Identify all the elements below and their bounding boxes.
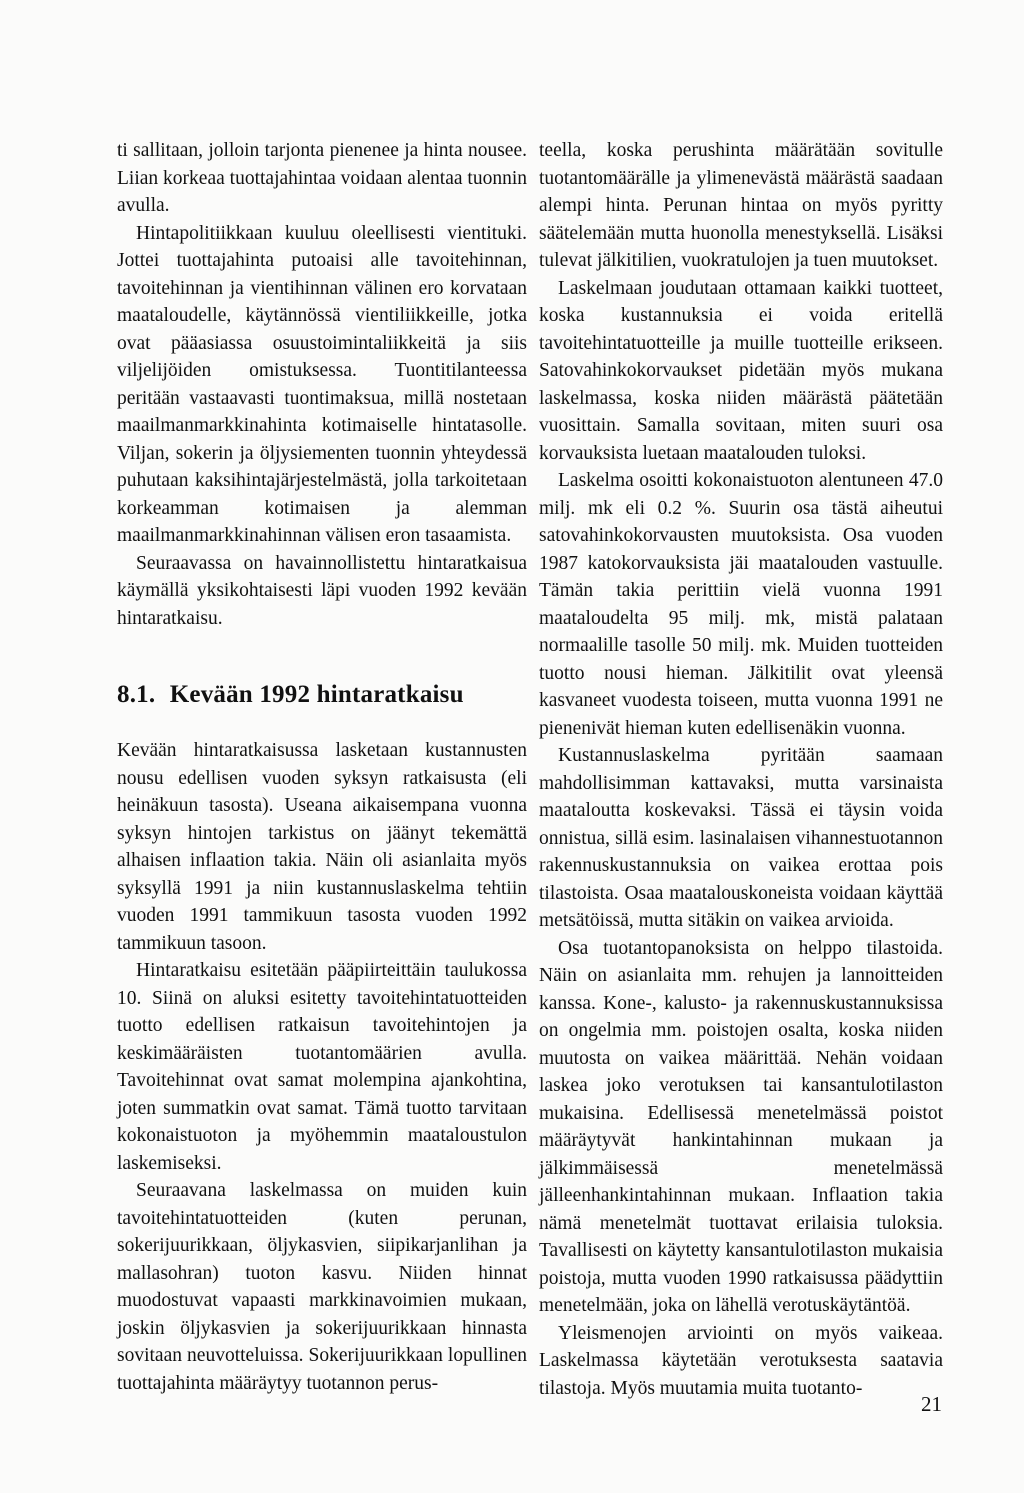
section-heading [117,680,527,710]
section-title: Kevään 1992 hintaratkaisu [169,681,464,708]
paragraph: teella, koska perushinta määrätään sovitulle tuotantomäärälle ja ylimenevästä määrästä saadaan alempi hinta. Perunan hintaa on myös pyritty säätelemään mutta huonolla menestyksellä. Lisäksi tulevat jälkitilien, vuokratulojen ja tuen muutokset. [539,140,943,271]
paragraph: Hintaratkaisu esitetään pääpiirteittäin taulukossa 10. Siinä on aluksi esitetty tavoitehintatuotteiden tuotto edellisen ratkaisun tavoitehintojen ja keskimääräisten tuotantomäärien avulla. Tavoitehinnat ovat samat molempina ajankohtina, joten summatkin ovat samat. Tämä tuotto tarvitaan kokonaistuoton ja myöhemmin maataloustulon laskemiseksi. [117,960,527,1174]
paragraph: Kustannuslaskelma pyritään saamaan mahdollisimman kattavaksi, mutta varsinaista maataloutta koskevaksi. Tässä ei täysin voida onnistua, sillä esim. lasinalaisen vihannestuotannon rakennuskustannuksia on vaikea erottaa pois tilastoista. Osaa maatalouskoneista voidaan käyttää metsätöissä, mutta sitäkin on vaikea arvioida. [539,745,943,931]
section-number: 8.1. [117,681,156,708]
paragraph: Laskelma osoitti kokonaistuoton alentuneen 47.0 milj. mk eli 0.2 %. Suurin osa tästä aiheutui satovahinkokorvausten muutoksista. Osa vuoden 1987 katokorvauksista jäi maatalouden vastuulle. Tämän takia perittiin vielä vuonna 1991 maataloudelta 95 milj. mk, mistä palataan normaalille tasolle 50 milj. mk. Muiden tuotteiden tuotto nousi hieman. Jälkitilit ovat yleensä kasvaneet vuodesta toiseen, mutta vuonna 1991 ne pienenivät hieman kuten edellisenäkin vuonna. [539,470,943,739]
paragraph: Osa tuotantopanoksista on helppo tilastoida. Näin on asianlaita mm. rehujen ja lannoitteiden kanssa. Kone-, kalusto- ja rakennuskustannuksissa on ongelmia mm. poistojen osalta, koska niiden muutosta on vaikea määrittää. Nehän voidaan laskea joko verotuksen tai kansantulotilaston mukaisina. Edellisessä menetelmässä poistot määräytyvät hankintahinnan mukaan ja jälkimmäisessä menetelmässä jälleenhankintahinnan mukaan. Inflaation takia nämä menetelmät tuottavat erilaisia tuloksia. Tavallisesti on käytetty kansantulotilaston mukaisia poistoja, mutta vuoden 1990 ratkaisussa päädyttiin menetelmään, joka on lähellä verotuskäytäntöä. [539,937,943,1316]
paragraph: Seuraavana laskelmassa on muiden kuin tavoitehintatuotteiden (kuten perunan, sokerijuurikkaan, öljykasvien, siipikarjanlihan ja mallasohran) tuoton kasvu. Niiden hinnat muodostuvat vapaasti markkinavoimien mukaan, joskin öljykasvien ja sokerijuurikkaan hinnasta sovitaan neuvotteluissa. Sokerijuurikkaan lopullinen tuottajahinta määräytyy tuotannon perus- [117,1180,527,1394]
page-number: 21 [921,1392,942,1416]
right-column [539,137,943,1402]
paragraph: Hintapolitiikkaan kuuluu oleellisesti vientituki. Jottei tuottajahinta putoaisi alle tavoitehinnan, tavoitehinnan ja vientihinnan välinen ero korvataan maataloudelle, käytännössä vientiliikkeille, jotka ovat pääasiassa osuustoimintaliikkeitä ja siis viljelijöiden omistuksessa. Tuontitilanteessa peritään vastaavasti tuontimaksua, millä nostetaan maailmanmarkkinahinta kotimaiselle hintatasolle. Viljan, sokerin ja öljysiementen tuonnin yhteydessä puhutaan kaksihintajärjestelmästä, jolla tarkoitetaan korkeamman kotimaisen ja alemman maailmanmarkkinahinnan välisen eron tasaamista. [117,222,527,546]
paragraph: Seuraavassa on havainnollistettu hintaratkaisua käymällä yksikohtaisesti läpi vuoden 1992 kevään hintaratkaisu. [117,552,527,629]
left-column [117,137,527,1397]
paragraph: Laskelmaan joudutaan ottamaan kaikki tuotteet, koska kustannuksia ei voida eritellä tavoitehintatuotteille ja muille tuotteille erikseen. Satovahinkokorvaukset pidetään myös mukana laskelmassa, koska niiden määrästä päätetään vuosittain. Samalla sovitaan, miten suuri osa korvauksista luetaan maatalouden tuloksi. [539,277,943,464]
paragraph: Kevään hintaratkaisussa lasketaan kustannusten nousu edellisen vuoden syksyn ratkaisusta (eli heinäkuun tasosta). Useana aikaisempana vuonna syksyn hintojen tarkistus on jäänyt tekemättä alhaisen inflaation takia. Näin oli asianlaita myös syksyllä 1991 ja niin kustannuslaskelma tehtiin vuoden 1991 tammikuun tasosta vuoden 1992 tammikuun tasoon. [117,740,527,954]
paragraph: ti sallitaan, jolloin tarjonta pienenee ja hinta nousee. Liian korkeaa tuottajahintaa voidaan alentaa tuonnin avulla. [117,140,527,216]
paragraph: Yleismenojen arviointi on myös vaikeaa. Laskelmassa käytetään verotuksesta saatavia tilastoja. Myös muutamia muita tuotanto- [539,1322,943,1399]
